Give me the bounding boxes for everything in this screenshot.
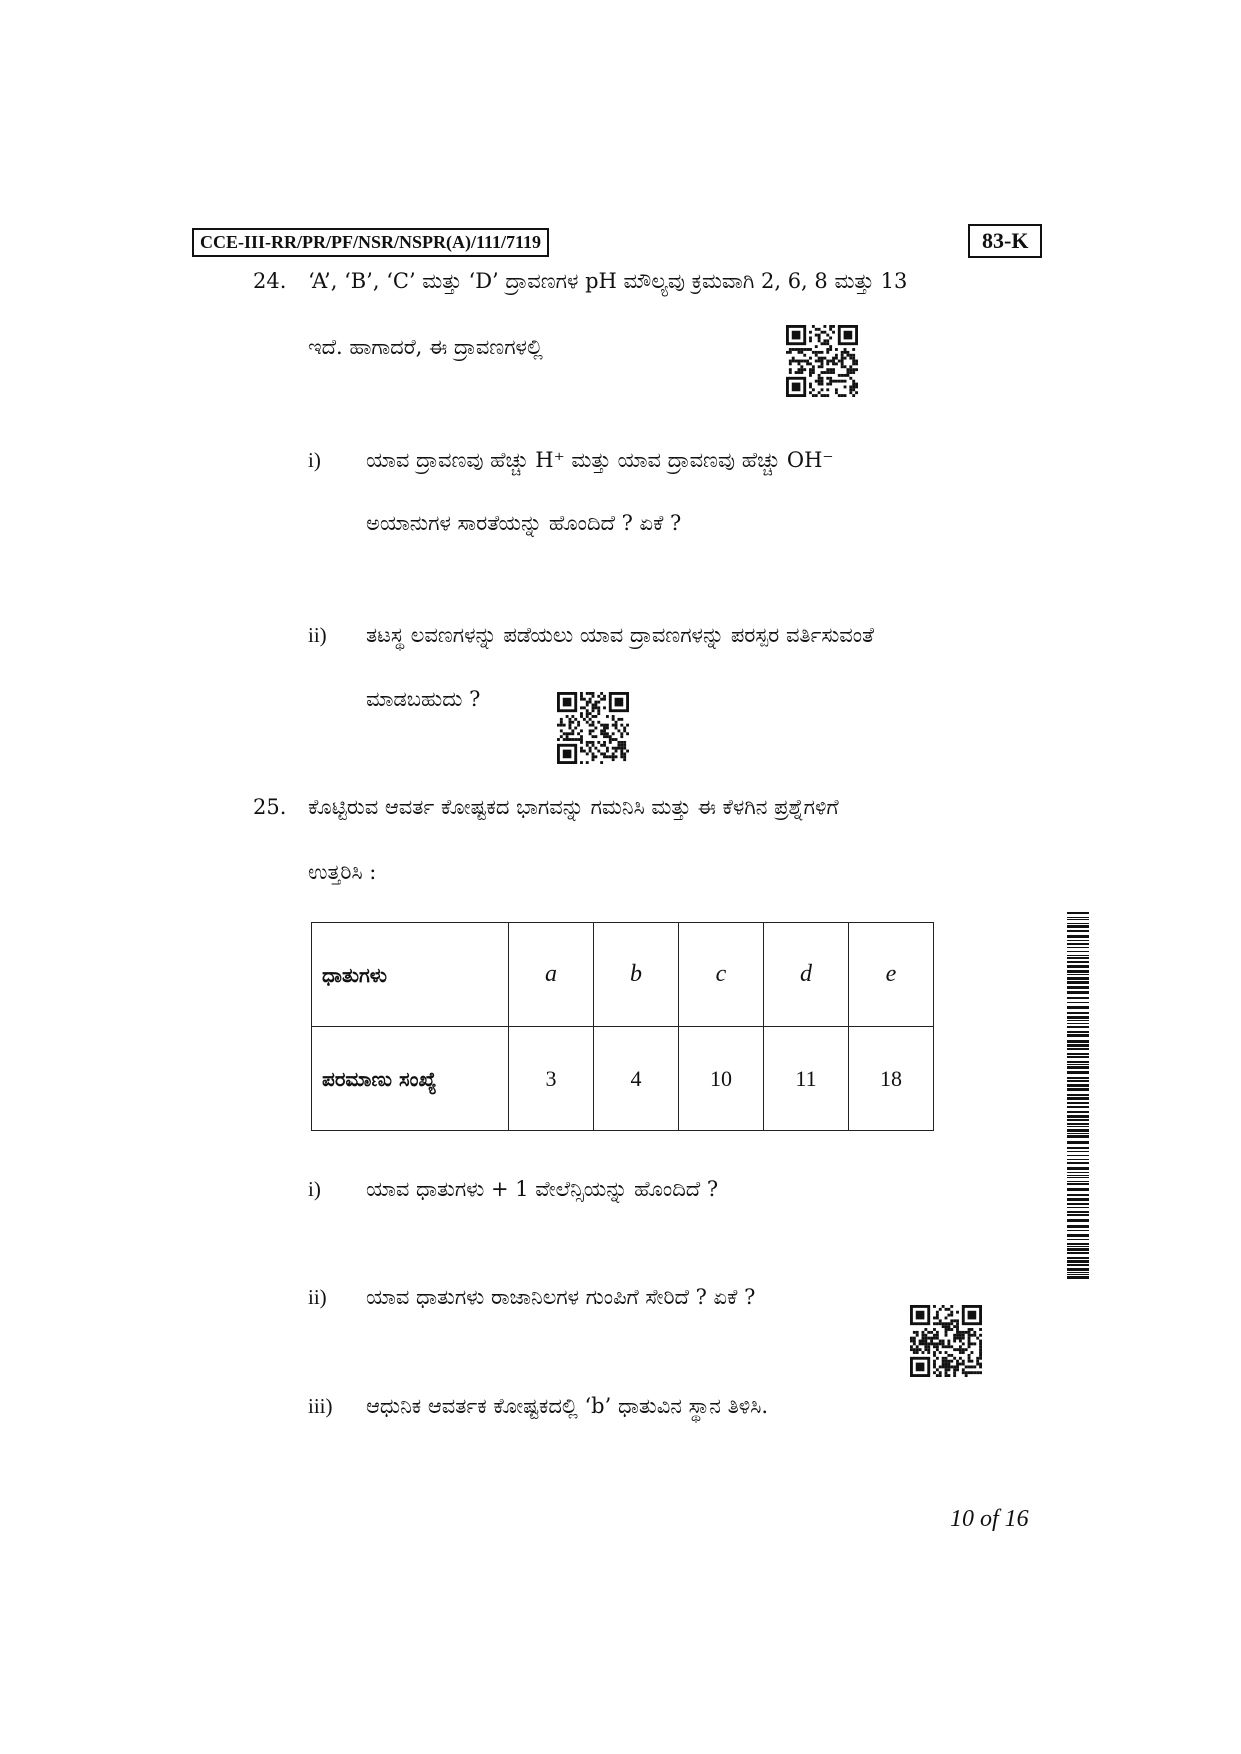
- question-number-25: 25.: [253, 795, 287, 819]
- exam-code: CCE-III-RR/PR/PF/NSR/NSPR(A)/111/7119: [192, 228, 549, 257]
- q24-sub-ii-line-2: ಮಾಡಬಹುದು ?: [366, 687, 481, 711]
- q24-sub-ii-line-1: ತಟಸ್ಥ ಲವಣಗಳನ್ನು ಪಡೆಯಲು ಯಾವ ದ್ರಾವಣಗಳನ್ನು ಪರಸ್ಪರ ವರ್ತಿಸುವಂತೆ: [366, 623, 875, 647]
- atomic-number-c: 10: [679, 1027, 764, 1131]
- element-c: c: [679, 923, 764, 1027]
- question-number-24: 24.: [253, 269, 287, 293]
- qr-code-icon: [786, 325, 858, 397]
- q24-sub-i-label: i): [308, 448, 321, 472]
- atomic-number-a: 3: [509, 1027, 594, 1131]
- atomic-number-d: 11: [764, 1027, 849, 1131]
- element-b: b: [594, 923, 679, 1027]
- q25-sub-i-label: i): [308, 1177, 321, 1201]
- paper-code: 83-K: [968, 224, 1042, 258]
- q25-sub-iii-label: iii): [308, 1394, 333, 1418]
- q25-sub-i: ಯಾವ ಧಾತುಗಳು + 1 ವೇಲೆನ್ಸಿಯನ್ನು ಹೊಂದಿದೆ ?: [366, 1177, 719, 1201]
- question-24-line-2: ಇದೆ. ಹಾಗಾದರೆ, ಈ ದ್ರಾವಣಗಳಲ್ಲಿ: [308, 335, 543, 359]
- element-e: e: [849, 923, 934, 1027]
- q25-sub-iii: ಆಧುನಿಕ ಆವರ್ತಕ ಕೋಷ್ಟಕದಲ್ಲಿ ‘b’ ಧಾತುವಿನ ಸ್ಥಾನ ತಿಳಿಸಿ.: [366, 1394, 769, 1418]
- page-number: 10 of 16: [950, 1506, 1029, 1532]
- q24-sub-i-line-1: ಯಾವ ದ್ರಾವಣವು ಹೆಚ್ಚು H⁺ ಮತ್ತು ಯಾವ ದ್ರಾವಣವು ಹೆಚ್ಚು OH⁻: [366, 448, 834, 472]
- question-25-line-2: ಉತ್ತರಿಸಿ :: [308, 860, 377, 884]
- table-header-elements: ಧಾತುಗಳು: [312, 923, 509, 1027]
- element-d: d: [764, 923, 849, 1027]
- q25-sub-ii: ಯಾವ ಧಾತುಗಳು ರಾಜಾನಿಲಗಳ ಗುಂಪಿಗೆ ಸೇರಿದೆ ? ಏಕೆ ?: [366, 1285, 756, 1309]
- element-a: a: [509, 923, 594, 1027]
- qr-code-icon: [910, 1305, 982, 1377]
- qr-code-icon: [557, 692, 629, 764]
- question-25-line-1: ಕೊಟ್ಟಿರುವ ಆವರ್ತ ಕೋಷ್ಟಕದ ಭಾಗವನ್ನು ಗಮನಿಸಿ ಮತ್ತು ಈ ಕೆಳಗಿನ ಪ್ರಶ್ನೆಗಳಿಗೆ: [308, 795, 839, 819]
- q24-sub-i-line-2: ಅಯಾನುಗಳ ಸಾರತೆಯನ್ನು ಹೊಂದಿದೆ ? ಏಕೆ ?: [366, 511, 682, 535]
- atomic-number-b: 4: [594, 1027, 679, 1131]
- periodic-table-section: [311, 922, 934, 1131]
- barcode-icon: [1067, 912, 1089, 1280]
- q24-sub-ii-label: ii): [308, 623, 327, 647]
- q25-sub-ii-label: ii): [308, 1285, 327, 1309]
- table-row: [312, 1027, 934, 1131]
- atomic-number-e: 18: [849, 1027, 934, 1131]
- question-24-line-1: ‘A’, ‘B’, ‘C’ ಮತ್ತು ‘D’ ದ್ರಾವಣಗಳ pH ಮೌಲ್ಯವು ಕ್ರಮವಾಗಿ 2, 6, 8 ಮತ್ತು 13: [308, 269, 908, 293]
- table-header-atomic-number: ಪರಮಾಣು ಸಂಖ್ಯೆ: [312, 1027, 509, 1131]
- table-row: [312, 923, 934, 1027]
